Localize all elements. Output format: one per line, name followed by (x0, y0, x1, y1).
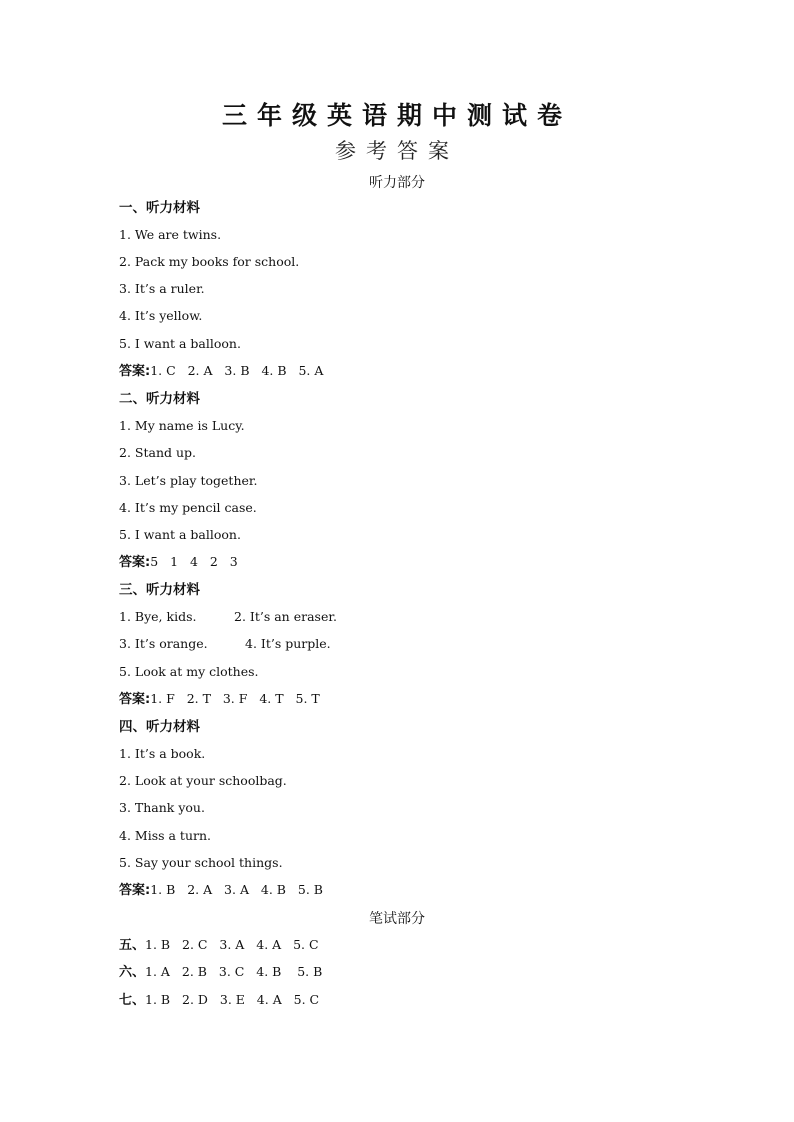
written-answer-text: 1. A 2. B 3. C 4. B 5. B (145, 964, 323, 979)
answer-label: 答案: (119, 555, 151, 570)
section-3-answer (119, 690, 320, 709)
section-1-item: 1. We are twins. (119, 227, 222, 242)
section-1-item: 3. It’s a ruler. (119, 281, 205, 296)
section-2-item: 4. It’s my pencil case. (119, 500, 257, 515)
page-subtitle: 参考答案 (335, 139, 459, 163)
section-4-item: 3. Thank you. (119, 800, 205, 815)
section-4-item: 2. Look at your schoolbag. (119, 773, 287, 788)
section-3-row (119, 635, 331, 653)
section-3-item: 3. It’s orange. (119, 636, 208, 651)
section-3-row (119, 608, 337, 626)
section-3-item: 4. It’s purple. (245, 636, 331, 651)
section-2-heading: 二、听力材料 (119, 391, 200, 407)
written-answer-text: 1. B 2. C 3. A 4. A 5. C (145, 937, 319, 952)
section-3-item: 1. Bye, kids. (119, 609, 197, 624)
section-4-item: 4. Miss a turn. (119, 828, 211, 843)
section-3-heading: 三、听力材料 (119, 582, 200, 598)
written-answer-row (119, 936, 319, 955)
section-1-item: 5. I want a balloon. (119, 336, 241, 351)
section-1-heading: 一、听力材料 (119, 200, 200, 216)
written-section-label: 五、 (119, 938, 146, 953)
section-4-item: 1. It’s a book. (119, 746, 206, 761)
answer-text: 1. F 2. T 3. F 4. T 5. T (150, 691, 320, 706)
answer-label: 答案: (119, 883, 151, 898)
answer-text: 1. C 2. A 3. B 4. B 5. A (150, 363, 324, 378)
section-1-answer (119, 362, 323, 381)
listening-part-heading: 听力部分 (369, 175, 425, 191)
section-3-item: 2. It’s an eraser. (234, 609, 337, 624)
section-4-answer (119, 881, 323, 900)
answer-label: 答案: (119, 364, 151, 379)
answer-text: 5 1 4 2 3 (150, 554, 238, 569)
section-2-item: 1. My name is Lucy. (119, 418, 245, 433)
written-answer-row (119, 991, 319, 1010)
section-2-item: 5. I want a balloon. (119, 527, 241, 542)
section-4-heading: 四、听力材料 (119, 719, 200, 735)
page-title: 三年级英语期中测试卷 (221, 101, 572, 130)
written-answer-text: 1. B 2. D 3. E 4. A 5. C (145, 992, 320, 1007)
section-3-item: 5. Look at my clothes. (119, 664, 259, 679)
written-section-label: 七、 (119, 993, 146, 1008)
writing-part-heading: 笔试部分 (369, 911, 425, 927)
section-1-item: 4. It’s yellow. (119, 308, 203, 323)
section-4-item: 5. Say your school things. (119, 855, 283, 870)
written-section-label: 六、 (119, 965, 146, 980)
answer-text: 1. B 2. A 3. A 4. B 5. B (150, 882, 323, 897)
section-2-item: 2. Stand up. (119, 445, 196, 460)
section-2-answer (119, 553, 238, 572)
written-answer-row (119, 963, 322, 982)
answer-label: 答案: (119, 692, 151, 707)
section-1-item: 2. Pack my books for school. (119, 254, 300, 269)
section-2-item: 3. Let’s play together. (119, 473, 258, 488)
